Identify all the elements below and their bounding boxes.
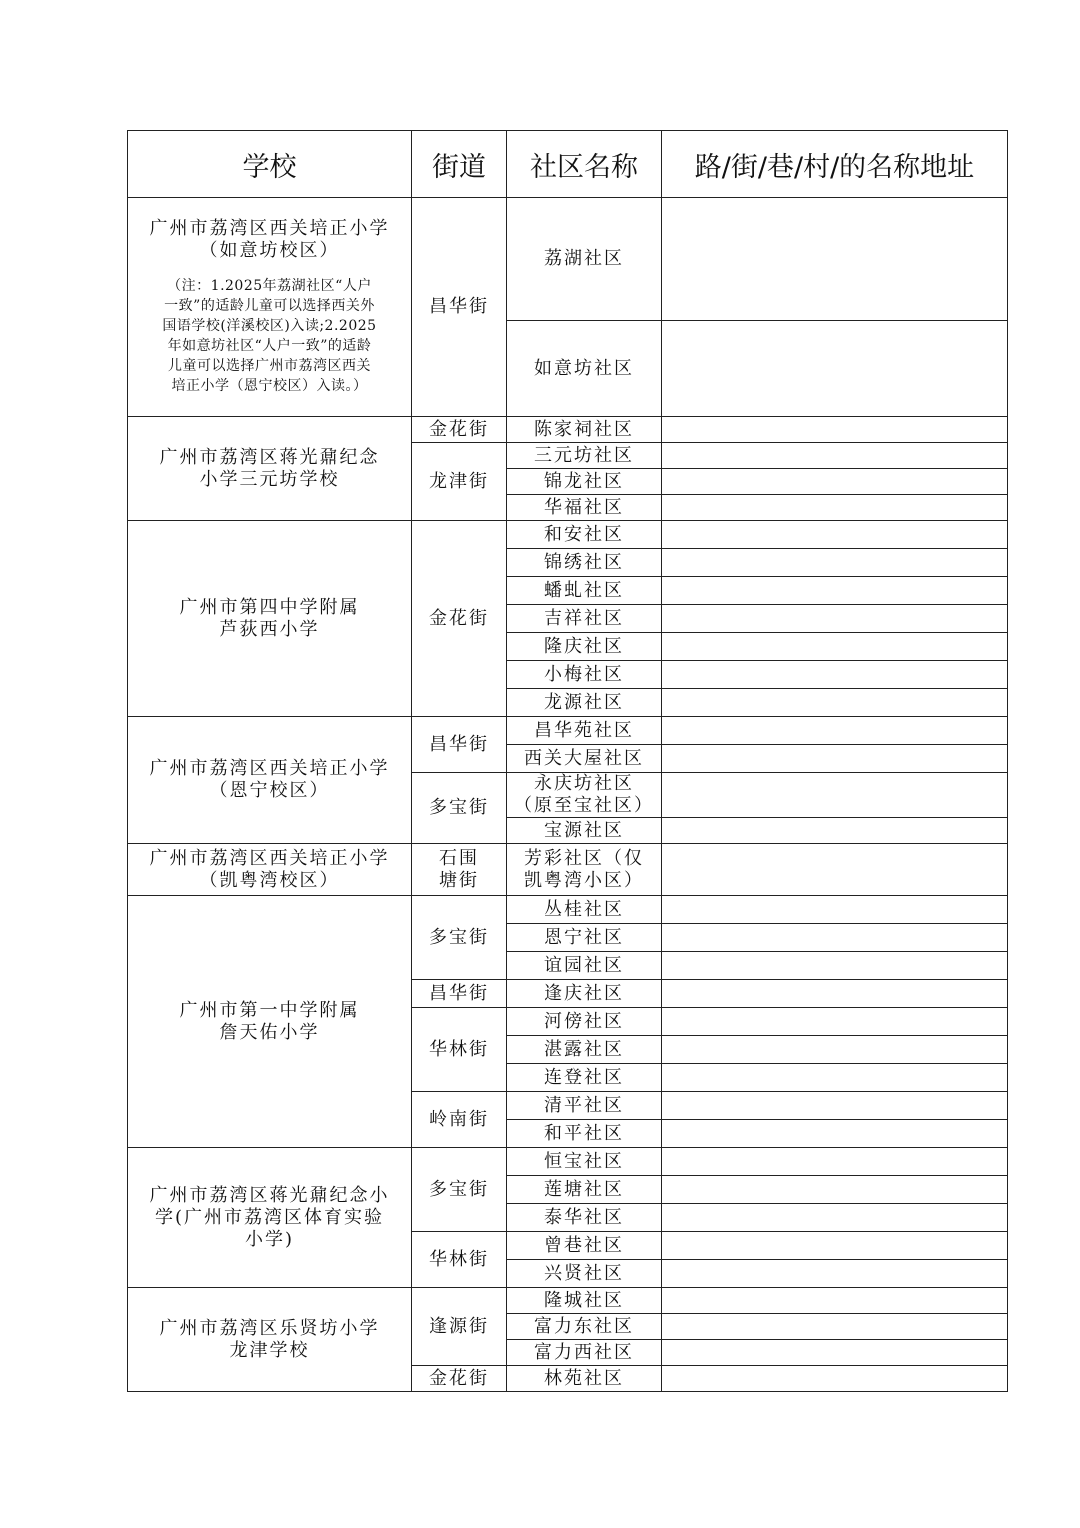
note-line: 国语学校(洋溪校区)入读;2.2025: [162, 318, 377, 334]
community-cell: 荔湖社区: [507, 198, 662, 321]
street-cell: 华林街: [412, 1232, 507, 1288]
school-cell: [128, 717, 412, 844]
street-name: 石围: [439, 847, 479, 869]
street-cell: 逢源街: [412, 1288, 507, 1366]
table-row: [128, 896, 1008, 924]
community-cell: [507, 773, 662, 818]
community-cell: 和安社区: [507, 521, 662, 549]
header-address: 路/街/巷/村/的名称地址: [662, 131, 1008, 198]
address-cell: [662, 549, 1008, 577]
address-cell: [662, 745, 1008, 773]
street-cell: 多宝街: [412, 896, 507, 980]
community-cell: 逢庆社区: [507, 980, 662, 1008]
table-row: [128, 717, 1008, 745]
address-cell: [662, 1064, 1008, 1092]
street-cell: 华林街: [412, 1008, 507, 1092]
community-cell: 龙源社区: [507, 689, 662, 717]
address-cell: [662, 198, 1008, 321]
community-cell: [507, 844, 662, 896]
header-street: 街道: [412, 131, 507, 198]
community-cell: 和平社区: [507, 1120, 662, 1148]
community-cell: 清平社区: [507, 1092, 662, 1120]
address-cell: [662, 689, 1008, 717]
table-row: [128, 1148, 1008, 1176]
school-name: 广州市荔湾区西关培正小学: [149, 218, 390, 239]
community-cell: 莲塘社区: [507, 1176, 662, 1204]
address-cell: [662, 495, 1008, 521]
address-cell: [662, 469, 1008, 495]
street-cell: 岭南街: [412, 1092, 507, 1148]
school-name: 广州市荔湾区蒋光鼐纪念小: [149, 1184, 390, 1206]
community-cell: 富力东社区: [507, 1314, 662, 1340]
address-cell: [662, 1366, 1008, 1392]
school-name: 学(广州市荔湾区体育实验: [154, 1206, 385, 1228]
community-cell: 锦龙社区: [507, 469, 662, 495]
table-row: [128, 198, 1008, 321]
school-name: 广州市第一中学附属: [179, 999, 360, 1021]
address-cell: [662, 1176, 1008, 1204]
table-row: [128, 417, 1008, 443]
community-cell: 曾巷社区: [507, 1232, 662, 1260]
address-cell: [662, 717, 1008, 745]
community-cell: 如意坊社区: [507, 321, 662, 417]
school-name: 广州市荔湾区西关培正小学: [149, 758, 390, 779]
community-name: 芳彩社区（仅: [524, 847, 644, 869]
school-name: 詹天佑小学: [219, 1021, 320, 1043]
community-cell: 吉祥社区: [507, 605, 662, 633]
school-cell: [128, 417, 412, 521]
header-row: [128, 131, 1008, 198]
street-cell: 多宝街: [412, 773, 507, 844]
school-name: （如意坊校区）: [199, 240, 340, 261]
address-cell: [662, 1314, 1008, 1340]
school-cell: [128, 521, 412, 717]
note-line: （注：1.2025年荔湖社区“人户: [167, 278, 372, 294]
street-cell: 金花街: [412, 1366, 507, 1392]
address-cell: [662, 1260, 1008, 1288]
community-name: （原至宝社区）: [514, 795, 654, 816]
street-cell: 金花街: [412, 521, 507, 717]
address-cell: [662, 1288, 1008, 1314]
school-name: 广州市荔湾区西关培正小学: [149, 847, 390, 869]
address-cell: [662, 924, 1008, 952]
community-cell: 锦绣社区: [507, 549, 662, 577]
community-cell: 泰华社区: [507, 1204, 662, 1232]
school-name: 广州市荔湾区蒋光鼐纪念: [159, 446, 380, 468]
address-cell: [662, 1340, 1008, 1366]
community-cell: 连登社区: [507, 1064, 662, 1092]
address-cell: [662, 443, 1008, 469]
community-cell: 隆城社区: [507, 1288, 662, 1314]
note-line: 儿童可以选择广州市荔湾区西关: [168, 358, 371, 374]
street-cell: 昌华街: [412, 198, 507, 417]
street-cell: 昌华街: [412, 980, 507, 1008]
address-cell: [662, 844, 1008, 896]
address-cell: [662, 1008, 1008, 1036]
school-cell: [128, 1148, 412, 1288]
community-name: 永庆坊社区: [534, 773, 634, 794]
community-cell: 兴贤社区: [507, 1260, 662, 1288]
community-cell: 谊园社区: [507, 952, 662, 980]
community-cell: 宝源社区: [507, 818, 662, 844]
note-text: [128, 276, 411, 396]
community-cell: 隆庆社区: [507, 633, 662, 661]
table-row: [128, 844, 1008, 896]
school-cell: [128, 844, 412, 896]
address-cell: [662, 980, 1008, 1008]
school-name: 广州市荔湾区乐贤坊小学: [159, 1317, 380, 1339]
address-cell: [662, 321, 1008, 417]
address-cell: [662, 1232, 1008, 1260]
community-cell: 恩宁社区: [507, 924, 662, 952]
note-line: 年如意坊社区“人户一致”的适龄: [167, 338, 372, 354]
community-cell: 陈家祠社区: [507, 417, 662, 443]
address-cell: [662, 1036, 1008, 1064]
school-name: 广州市第四中学附属: [179, 596, 360, 618]
community-cell: 华福社区: [507, 495, 662, 521]
school-cell: [128, 198, 412, 417]
school-cell: [128, 1288, 412, 1392]
table-row: [128, 1288, 1008, 1314]
address-cell: [662, 417, 1008, 443]
community-cell: 河傍社区: [507, 1008, 662, 1036]
community-cell: 西关大屋社区: [507, 745, 662, 773]
community-cell: 林苑社区: [507, 1366, 662, 1392]
street-cell: 金花街: [412, 417, 507, 443]
address-cell: [662, 633, 1008, 661]
school-name: 小学三元坊学校: [199, 468, 340, 490]
community-cell: 富力西社区: [507, 1340, 662, 1366]
address-cell: [662, 1120, 1008, 1148]
address-cell: [662, 773, 1008, 818]
address-cell: [662, 1092, 1008, 1120]
header-community: 社区名称: [507, 131, 662, 198]
school-name: （凯粤湾校区）: [199, 869, 340, 891]
community-cell: 小梅社区: [507, 661, 662, 689]
address-cell: [662, 1204, 1008, 1232]
note-line: 一致”的适龄儿童可以选择西关外: [164, 298, 375, 314]
address-cell: [662, 605, 1008, 633]
community-cell: 蟠虬社区: [507, 577, 662, 605]
community-name: 凯粤湾小区）: [524, 869, 644, 891]
address-cell: [662, 818, 1008, 844]
school-name: 小学): [244, 1228, 295, 1250]
table-row: [128, 521, 1008, 549]
street-cell: 多宝街: [412, 1148, 507, 1232]
address-cell: [662, 521, 1008, 549]
school-district-table: [127, 130, 1008, 1392]
community-cell: 恒宝社区: [507, 1148, 662, 1176]
header-school: 学校: [128, 131, 412, 198]
note-line: 培正小学（恩宁校区）入读。）: [171, 378, 368, 394]
community-cell: 三元坊社区: [507, 443, 662, 469]
street-cell: [412, 844, 507, 896]
address-cell: [662, 896, 1008, 924]
community-cell: 湛露社区: [507, 1036, 662, 1064]
school-cell: [128, 896, 412, 1148]
street-cell: 龙津街: [412, 443, 507, 521]
address-cell: [662, 1148, 1008, 1176]
community-cell: 丛桂社区: [507, 896, 662, 924]
school-name: 龙津学校: [229, 1339, 310, 1361]
address-cell: [662, 577, 1008, 605]
address-cell: [662, 952, 1008, 980]
street-name: 塘街: [439, 869, 479, 891]
street-cell: 昌华街: [412, 717, 507, 773]
school-name: （恩宁校区）: [209, 780, 330, 801]
community-cell: 昌华苑社区: [507, 717, 662, 745]
address-cell: [662, 661, 1008, 689]
school-name: 芦荻西小学: [219, 618, 320, 640]
